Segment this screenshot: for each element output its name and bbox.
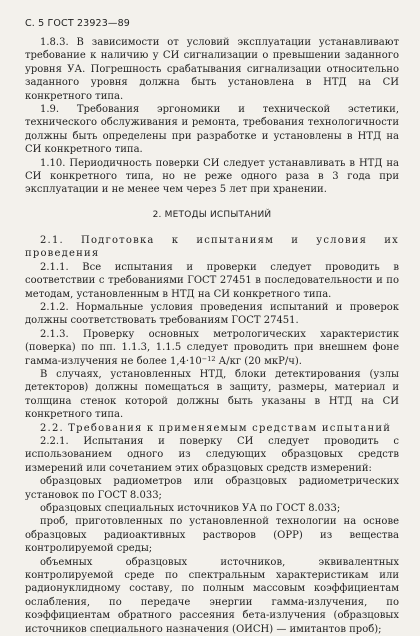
list-item: образцовых специальных источников УА по ГОСТ 8.033; <box>40 503 341 514</box>
paragraph-2-2-1: 2.2.1. Испытания и поверку СИ следует проводить с использованием одного из следующих образцовых средств измерений или сочетанием этих образцовых средств измерений: <box>25 435 399 474</box>
paragraph-2-1-3-text: 2.1.3. Проверку основных метрологических характеристик (поверка) по пп. 1.1.3, 1.1.5 следует проводить при внешнем фоне гамма-излучения не более 1,4·10 <box>25 328 399 367</box>
list-item: объемных образцовых источников, эквивалентных контролируемой среде по спектральным характеристикам или радионуклидному составу, по полным массовым коэффициентам ослабления, по передаче энергии гамма-излучения, по коэффициентам обратного рассеяния бета-излучения (образцовых источников специального назначения (ОИСН) — имитантов проб); <box>25 556 399 635</box>
subsection-heading-2-1: 2.1. Подготовка к испытаниям и условия их проведения <box>25 234 399 260</box>
paragraph-2-1-3 <box>25 328 399 368</box>
list-item: образцовых радиометров или образцовых радиометрических установок по ГОСТ 8.033; <box>25 476 399 501</box>
paragraph-1-8-3: 1.8.3. В зависимости от условий эксплуатации устанавливают требование к наличию у СИ сигнализации о превышении заданного уровня УА. Погрешность срабатывания сигнализации относительно заданного уровня должна быть установлена в НТД на СИ конкретного типа. <box>25 37 399 102</box>
paragraph-1-9: 1.9. Требования эргономики и технической эстетики, технического обслуживания и ремонта, требования технологичности должны быть определены при разработке и установлены в НТД на СИ конкретного типа. <box>25 104 399 156</box>
paragraph-1-10: 1.10. Периодичность поверки СИ следует устанавливать в НТД на СИ конкретного типа, но не реже одного раза в 3 года при эксплуатации и не менее чем через 5 лет при хранении. <box>25 157 399 196</box>
paragraph-2-1-1: 2.1.1. Все испытания и проверки следует проводить в соответствии с требованиями ГОСТ 27451 в последовательности и по методам, установленным в НТД на СИ конкретного типа. <box>25 261 399 300</box>
subsection-heading-2-2: 2.2. Требования к применяемым средствам испытаний <box>40 422 392 434</box>
section-title: 2. МЕТОДЫ ИСПЫТАНИЙ <box>152 209 272 220</box>
paragraph-2-1-3-continued: В случаях, установленных НТД, блоки детектирования (узлы детекторов) должны помещаться в защиту, размеры, материал и толщина стенок которой должны быть указаны в НТД на СИ конкретного типа. <box>25 368 399 421</box>
page-header: С. 5 ГОСТ 23923—89 <box>25 18 130 29</box>
exponent: −12 <box>201 354 216 363</box>
paragraph-2-1-3-unit: А/кг (20 мкР/ч). <box>215 355 302 367</box>
list-item: проб, приготовленных по установленной технологии на основе образцовых радиоактивных растворов (ОРР) из вещества контролируемой среды; <box>25 516 399 555</box>
paragraph-2-1-2: 2.1.2. Нормальные условия проведения испытаний и проверок должны соответствовать требованиям ГОСТ 27451. <box>25 301 399 327</box>
